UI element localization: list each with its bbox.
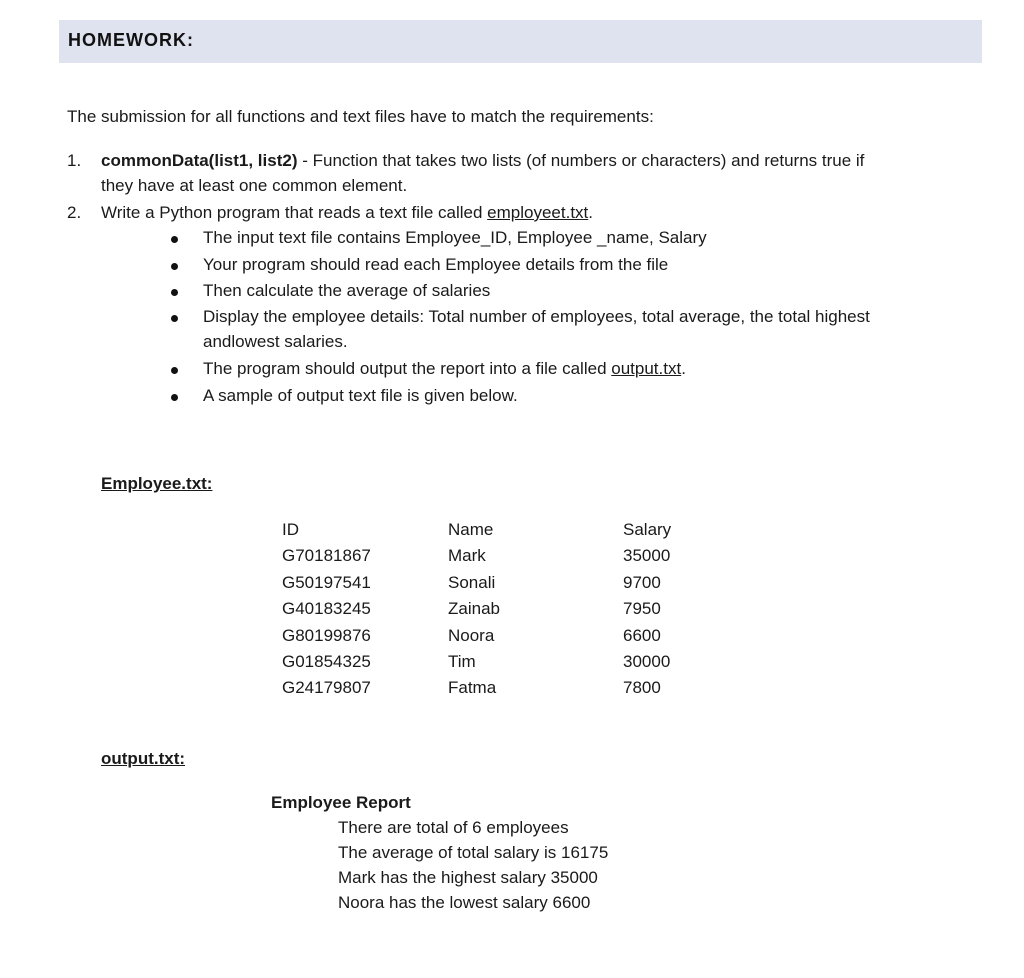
employee-file-label: Employee.txt: <box>101 474 213 493</box>
bullet-icon <box>171 263 178 270</box>
bullet-item-4-continued: andlowest salaries. <box>203 332 348 351</box>
bullet-item-5-end: . <box>681 359 686 378</box>
bullet-item-3: Then calculate the average of salaries <box>203 281 491 300</box>
function-signature: commonData(list1, list2) <box>101 151 298 170</box>
table-cell-id: G40183245 <box>282 599 371 618</box>
question-2-text: Write a Python program that reads a text file called <box>101 203 488 222</box>
question-2-line <box>101 203 593 223</box>
output-file-label: output.txt: <box>101 749 186 768</box>
question-1-number: 1. <box>67 151 82 170</box>
bullet-item-5-text: The program should output the report into a file called <box>203 359 612 378</box>
bullet-item-5 <box>203 359 686 379</box>
bullet-item-2: Your program should read each Employee details from the file <box>203 255 669 274</box>
table-cell-name: Noora <box>448 626 495 645</box>
bullet-item-4: Display the employee details: Total number of employees, total average, the total highest <box>203 307 870 326</box>
table-header-salary: Salary <box>623 520 672 539</box>
question-2-number: 2. <box>67 203 82 222</box>
table-cell-id: G01854325 <box>282 652 371 671</box>
bullet-icon <box>171 367 178 374</box>
report-line: There are total of 6 employees <box>338 818 569 837</box>
table-cell-salary: 7800 <box>623 678 661 697</box>
report-line: The average of total salary is 16175 <box>338 843 609 862</box>
table-cell-id: G50197541 <box>282 573 371 592</box>
bullet-icon <box>171 236 178 243</box>
bullet-icon <box>171 394 178 401</box>
question-1-description: - Function that takes two lists (of numbers or characters) and returns true if <box>297 151 865 170</box>
intro-text: The submission for all functions and text files have to match the requirements: <box>67 107 654 126</box>
bullet-item-6: A sample of output text file is given below. <box>203 386 518 405</box>
table-cell-name: Tim <box>448 652 476 671</box>
table-cell-id: G70181867 <box>282 546 371 565</box>
table-cell-id: G80199876 <box>282 626 371 645</box>
bullet-item-1: The input text file contains Employee_ID, Employee _name, Salary <box>203 228 707 247</box>
table-cell-name: Sonali <box>448 573 496 592</box>
table-cell-salary: 35000 <box>623 546 671 565</box>
report-title: Employee Report <box>271 793 411 812</box>
table-header-name: Name <box>448 520 494 539</box>
table-cell-id: G24179807 <box>282 678 371 697</box>
report-line: Mark has the highest salary 35000 <box>338 868 598 887</box>
bullet-icon <box>171 315 178 322</box>
table-cell-salary: 9700 <box>623 573 661 592</box>
table-cell-name: Mark <box>448 546 486 565</box>
table-cell-salary: 30000 <box>623 652 671 671</box>
homework-banner <box>59 20 982 63</box>
output-file-link[interactable]: output.txt <box>611 359 682 378</box>
employee-file-link[interactable]: employeet.txt <box>487 203 589 222</box>
table-cell-name: Fatma <box>448 678 497 697</box>
question-2-end: . <box>588 203 593 222</box>
table-header-id: ID <box>282 520 299 539</box>
table-cell-salary: 7950 <box>623 599 661 618</box>
table-cell-name: Zainab <box>448 599 500 618</box>
question-1-line-2: they have at least one common element. <box>101 176 408 195</box>
report-line: Noora has the lowest salary 6600 <box>338 893 591 912</box>
bullet-icon <box>171 289 178 296</box>
page-title: HOMEWORK: <box>68 30 194 50</box>
table-cell-salary: 6600 <box>623 626 661 645</box>
question-1-line-1 <box>101 151 864 171</box>
